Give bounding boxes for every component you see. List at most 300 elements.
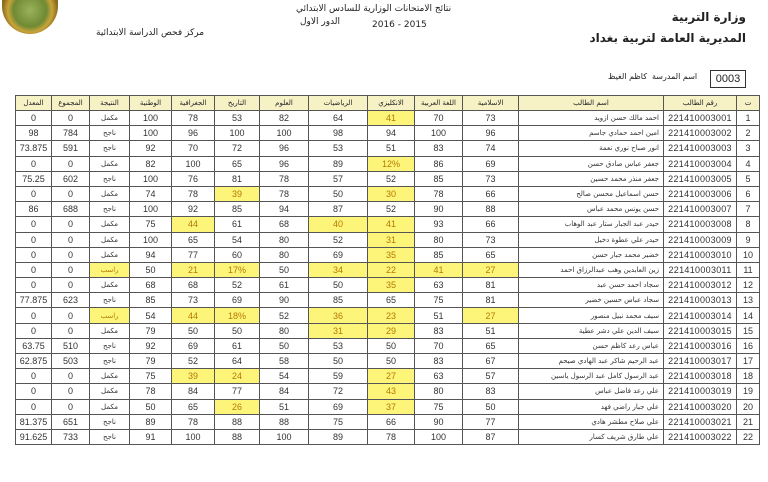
col-result-cell: مكمل	[90, 384, 130, 399]
col-average-cell: 77.875	[16, 293, 52, 308]
col-number-cell: 4	[737, 156, 760, 171]
table-row	[16, 126, 760, 141]
col-geography-cell: 52	[172, 354, 215, 369]
col-history-cell: 77	[215, 384, 260, 399]
school-code: 0003	[710, 70, 746, 88]
col-geography-cell: 69	[172, 338, 215, 353]
col-islamic-cell: 66	[463, 186, 519, 201]
col-history-cell: 26	[215, 399, 260, 414]
col-math-cell: 50	[309, 186, 368, 201]
col-science-cell: 90	[260, 293, 309, 308]
col-science-cell: 50	[260, 338, 309, 353]
col-number-cell: 1	[737, 111, 760, 126]
col-student-id-cell: 221410003008	[664, 217, 737, 232]
col-math-cell: 53	[309, 338, 368, 353]
col-national-cell: 82	[130, 156, 172, 171]
col-total-cell: 0	[52, 111, 90, 126]
col-national-cell: 100	[130, 232, 172, 247]
col-arabic-cell: 100	[415, 126, 463, 141]
col-student-name-cell: سيف محمد نبيل منصور	[519, 308, 664, 323]
col-result-cell: ناجح	[90, 141, 130, 156]
col-student-id-cell: 221410003018	[664, 369, 737, 384]
col-history-cell: 61	[215, 217, 260, 232]
col-english-cell: 22	[368, 262, 415, 277]
col-result-cell: مكمل	[90, 247, 130, 262]
col-number-cell: 2	[737, 126, 760, 141]
col-math-cell: 85	[309, 293, 368, 308]
col-history-cell: 17%	[215, 262, 260, 277]
col-total-cell: 623	[52, 293, 90, 308]
table-row	[16, 338, 760, 353]
col-math-cell: 64	[309, 111, 368, 126]
col-arabic-cell: 78	[415, 186, 463, 201]
col-number-cell: 14	[737, 308, 760, 323]
col-english-cell: 41	[368, 111, 415, 126]
col-average-cell: 0	[16, 278, 52, 293]
col-national-cell: 100	[130, 202, 172, 217]
col-number-cell: 15	[737, 323, 760, 338]
col-average-cell: 0	[16, 308, 52, 323]
col-student-id-cell: 221410003006	[664, 186, 737, 201]
col-average-cell: 0	[16, 262, 52, 277]
col-english-cell: 52	[368, 171, 415, 186]
col-science-cell: 50	[260, 262, 309, 277]
col-islamic-cell: 65	[463, 338, 519, 353]
col-islamic-cell: 81	[463, 293, 519, 308]
col-national-cell: 94	[130, 247, 172, 262]
col-geography-cell: 78	[172, 111, 215, 126]
col-total-cell: 602	[52, 171, 90, 186]
col-student-name-cell: احمد مالك حسن ازويد	[519, 111, 664, 126]
col-science-cell: 78	[260, 186, 309, 201]
col-history-cell: 54	[215, 232, 260, 247]
col-geography-cell: 100	[172, 156, 215, 171]
col-arabic-cell: 63	[415, 369, 463, 384]
table-row	[16, 262, 760, 277]
col-arabic-cell: 90	[415, 202, 463, 217]
ministry-logo	[2, 0, 58, 34]
col-average-cell: 0	[16, 186, 52, 201]
table-row	[16, 247, 760, 262]
col-science-cell: 68	[260, 217, 309, 232]
col-geography-cell: 65	[172, 399, 215, 414]
col-total-cell: 0	[52, 399, 90, 414]
col-science-cell: 58	[260, 354, 309, 369]
col-geography-cell: 21	[172, 262, 215, 277]
col-national-cell: 79	[130, 354, 172, 369]
col-science-cell: 88	[260, 414, 309, 429]
col-total-cell: 733	[52, 429, 90, 444]
col-result-cell: ناجح	[90, 414, 130, 429]
col-islamic-header: الاسلامية	[463, 96, 519, 111]
col-geography-cell: 73	[172, 293, 215, 308]
col-total-cell: 0	[52, 156, 90, 171]
col-number-cell: 9	[737, 232, 760, 247]
col-result-cell: ناجح	[90, 429, 130, 444]
col-number-cell: 6	[737, 186, 760, 201]
col-student-name-cell: علي رعد فاضل عباس	[519, 384, 664, 399]
col-student-id-cell: 221410003014	[664, 308, 737, 323]
col-total-cell: 0	[52, 232, 90, 247]
col-islamic-cell: 69	[463, 156, 519, 171]
col-average-cell: 0	[16, 247, 52, 262]
table-row	[16, 278, 760, 293]
col-student-name-cell: علي طارق شريف كسار	[519, 429, 664, 444]
col-average-cell: 0	[16, 369, 52, 384]
col-arabic-cell: 100	[415, 429, 463, 444]
table-row	[16, 384, 760, 399]
col-islamic-cell: 50	[463, 399, 519, 414]
col-total-cell: 0	[52, 247, 90, 262]
col-science-cell: 80	[260, 247, 309, 262]
col-history-cell: 53	[215, 111, 260, 126]
col-arabic-header: اللغة العربية	[415, 96, 463, 111]
col-number-cell: 12	[737, 278, 760, 293]
col-arabic-cell: 63	[415, 278, 463, 293]
col-average-cell: 0	[16, 323, 52, 338]
col-history-cell: 100	[215, 126, 260, 141]
col-english-cell: 66	[368, 414, 415, 429]
col-average-cell: 98	[16, 126, 52, 141]
col-result-cell: ناجح	[90, 171, 130, 186]
col-islamic-cell: 27	[463, 308, 519, 323]
col-islamic-cell: 96	[463, 126, 519, 141]
col-math-cell: 69	[309, 247, 368, 262]
col-geography-cell: 78	[172, 414, 215, 429]
school-label: اسم المدرسة	[652, 72, 698, 81]
col-result-cell: مكمل	[90, 156, 130, 171]
ministry-name: وزارة التربية	[671, 10, 746, 24]
col-geography-cell: 50	[172, 323, 215, 338]
col-islamic-cell: 77	[463, 414, 519, 429]
col-english-cell: 35	[368, 278, 415, 293]
col-average-cell: 63.75	[16, 338, 52, 353]
col-student-name-cell: زين العابدين وهب عبدالرزاق احمد	[519, 262, 664, 277]
col-number-header: ت	[737, 96, 760, 111]
col-history-cell: 72	[215, 141, 260, 156]
col-science-cell: 54	[260, 369, 309, 384]
col-student-id-cell: 221410003002	[664, 126, 737, 141]
col-result-cell: راسب	[90, 308, 130, 323]
col-average-header: المعدل	[16, 96, 52, 111]
col-science-cell: 84	[260, 384, 309, 399]
col-average-cell: 75.25	[16, 171, 52, 186]
col-english-cell: 51	[368, 141, 415, 156]
col-geography-cell: 39	[172, 369, 215, 384]
col-geography-cell: 70	[172, 141, 215, 156]
col-math-cell: 36	[309, 308, 368, 323]
col-history-cell: 61	[215, 338, 260, 353]
col-student-id-cell: 221410003003	[664, 141, 737, 156]
col-history-cell: 88	[215, 414, 260, 429]
results-table	[15, 95, 760, 445]
col-result-header: النتيجة	[90, 96, 130, 111]
col-student-name-cell: جعفر منذر محمد حسين	[519, 171, 664, 186]
col-student-id-cell: 221410003007	[664, 202, 737, 217]
col-english-cell: 30	[368, 186, 415, 201]
col-total-cell: 503	[52, 354, 90, 369]
col-science-cell: 100	[260, 126, 309, 141]
col-english-cell: 50	[368, 338, 415, 353]
col-number-cell: 3	[737, 141, 760, 156]
col-student-id-cell: 221410003021	[664, 414, 737, 429]
col-islamic-cell: 27	[463, 262, 519, 277]
col-math-cell: 52	[309, 232, 368, 247]
col-student-id-cell: 221410003020	[664, 399, 737, 414]
col-student-id-header: رقم الطالب	[664, 96, 737, 111]
col-history-cell: 85	[215, 202, 260, 217]
col-average-cell: 62.875	[16, 354, 52, 369]
exam-center: مركز فحص الدراسة الابتدائية	[96, 28, 205, 38]
col-geography-cell: 76	[172, 171, 215, 186]
col-geography-cell: 84	[172, 384, 215, 399]
col-history-cell: 64	[215, 354, 260, 369]
col-national-cell: 91	[130, 429, 172, 444]
col-geography-cell: 77	[172, 247, 215, 262]
col-arabic-cell: 51	[415, 308, 463, 323]
col-geography-cell: 44	[172, 217, 215, 232]
col-total-cell: 0	[52, 186, 90, 201]
col-national-cell: 100	[130, 171, 172, 186]
col-science-cell: 52	[260, 308, 309, 323]
col-math-cell: 87	[309, 202, 368, 217]
col-geography-cell: 100	[172, 429, 215, 444]
col-average-cell: 81.375	[16, 414, 52, 429]
col-english-header: الانكليزي	[368, 96, 415, 111]
col-number-cell: 10	[737, 247, 760, 262]
col-student-name-cell: علي صلاح مطشر هادي	[519, 414, 664, 429]
col-student-name-cell: حيدر عبد الجبار ستار عبد الوهاب	[519, 217, 664, 232]
col-islamic-cell: 67	[463, 354, 519, 369]
col-number-cell: 22	[737, 429, 760, 444]
col-result-cell: ناجح	[90, 202, 130, 217]
table-row	[16, 171, 760, 186]
col-islamic-cell: 87	[463, 429, 519, 444]
col-student-id-cell: 221410003005	[664, 171, 737, 186]
col-math-cell: 69	[309, 399, 368, 414]
school-name: كاظم الغيظ	[608, 72, 648, 81]
col-science-cell: 96	[260, 156, 309, 171]
col-arabic-cell: 90	[415, 414, 463, 429]
col-national-cell: 92	[130, 338, 172, 353]
col-number-cell: 20	[737, 399, 760, 414]
col-math-cell: 98	[309, 126, 368, 141]
col-total-cell: 591	[52, 141, 90, 156]
col-student-id-cell: 221410003004	[664, 156, 737, 171]
col-student-name-cell: امين احمد حمادي جاسم	[519, 126, 664, 141]
col-student-name-cell: حيدر علي عطوة دخيل	[519, 232, 664, 247]
col-national-cell: 75	[130, 369, 172, 384]
table-row	[16, 186, 760, 201]
col-national-cell: 68	[130, 278, 172, 293]
col-student-name-cell: عبد الرسول كامل عبد الرسول ياسين	[519, 369, 664, 384]
col-student-id-cell: 221410003001	[664, 111, 737, 126]
col-english-cell: 35	[368, 247, 415, 262]
col-total-cell: 0	[52, 369, 90, 384]
col-history-cell: 65	[215, 156, 260, 171]
table-row	[16, 399, 760, 414]
col-islamic-cell: 73	[463, 111, 519, 126]
col-science-cell: 82	[260, 111, 309, 126]
col-national-cell: 78	[130, 384, 172, 399]
col-arabic-cell: 80	[415, 232, 463, 247]
col-math-cell: 50	[309, 278, 368, 293]
col-national-cell: 79	[130, 323, 172, 338]
col-result-cell: مكمل	[90, 399, 130, 414]
col-student-id-cell: 221410003019	[664, 384, 737, 399]
col-total-cell: 0	[52, 384, 90, 399]
col-science-header: العلوم	[260, 96, 309, 111]
col-english-cell: 50	[368, 354, 415, 369]
col-islamic-cell: 81	[463, 278, 519, 293]
table-row	[16, 217, 760, 232]
col-total-cell: 688	[52, 202, 90, 217]
col-english-cell: 94	[368, 126, 415, 141]
col-english-cell: 27	[368, 369, 415, 384]
col-history-cell: 60	[215, 247, 260, 262]
col-average-cell: 0	[16, 156, 52, 171]
col-national-cell: 89	[130, 414, 172, 429]
report-title: نتائج الامتحانات الوزارية للسادس الابتدائي	[296, 4, 452, 14]
col-science-cell: 96	[260, 141, 309, 156]
col-student-id-cell: 221410003009	[664, 232, 737, 247]
col-math-cell: 50	[309, 354, 368, 369]
col-total-cell: 510	[52, 338, 90, 353]
col-math-cell: 57	[309, 171, 368, 186]
col-geography-header: الجغرافية	[172, 96, 215, 111]
col-history-cell: 88	[215, 429, 260, 444]
col-math-cell: 59	[309, 369, 368, 384]
col-average-cell: 0	[16, 111, 52, 126]
col-result-cell: راسب	[90, 262, 130, 277]
col-student-id-cell: 221410003013	[664, 293, 737, 308]
col-geography-cell: 68	[172, 278, 215, 293]
academic-year: 2016 - 2015	[372, 20, 427, 30]
col-student-name-cell: انور صباح نوري نعمة	[519, 141, 664, 156]
col-number-cell: 11	[737, 262, 760, 277]
col-math-cell: 40	[309, 217, 368, 232]
col-result-cell: مكمل	[90, 217, 130, 232]
col-arabic-cell: 80	[415, 384, 463, 399]
table-row	[16, 141, 760, 156]
col-arabic-cell: 75	[415, 293, 463, 308]
col-total-cell: 0	[52, 323, 90, 338]
col-student-id-cell: 221410003011	[664, 262, 737, 277]
col-math-cell: 75	[309, 414, 368, 429]
table-row	[16, 156, 760, 171]
col-national-cell: 100	[130, 111, 172, 126]
col-science-cell: 61	[260, 278, 309, 293]
col-average-cell: 73.875	[16, 141, 52, 156]
col-islamic-cell: 51	[463, 323, 519, 338]
col-total-cell: 0	[52, 308, 90, 323]
col-result-cell: مكمل	[90, 111, 130, 126]
col-result-cell: مكمل	[90, 186, 130, 201]
col-national-cell: 85	[130, 293, 172, 308]
col-number-cell: 16	[737, 338, 760, 353]
col-math-cell: 72	[309, 384, 368, 399]
col-geography-cell: 96	[172, 126, 215, 141]
col-national-cell: 75	[130, 217, 172, 232]
col-english-cell: 37	[368, 399, 415, 414]
col-number-cell: 21	[737, 414, 760, 429]
col-total-cell: 651	[52, 414, 90, 429]
col-english-cell: 29	[368, 323, 415, 338]
col-islamic-cell: 83	[463, 384, 519, 399]
col-islamic-cell: 73	[463, 171, 519, 186]
col-english-cell: 52	[368, 202, 415, 217]
col-student-id-cell: 221410003015	[664, 323, 737, 338]
col-total-header: المجموع	[52, 96, 90, 111]
col-result-cell: مكمل	[90, 369, 130, 384]
col-average-cell: 91.625	[16, 429, 52, 444]
col-student-name-cell: خضير محمد جبار حسن	[519, 247, 664, 262]
col-geography-cell: 78	[172, 186, 215, 201]
col-islamic-cell: 57	[463, 369, 519, 384]
col-science-cell: 78	[260, 171, 309, 186]
col-student-id-cell: 221410003012	[664, 278, 737, 293]
col-student-name-cell: حسن يونس محمد عباس	[519, 202, 664, 217]
col-arabic-cell: 83	[415, 354, 463, 369]
col-national-cell: 50	[130, 262, 172, 277]
col-science-cell: 94	[260, 202, 309, 217]
col-english-cell: 12%	[368, 156, 415, 171]
col-number-cell: 8	[737, 217, 760, 232]
col-math-cell: 53	[309, 141, 368, 156]
col-math-cell: 89	[309, 156, 368, 171]
col-arabic-cell: 83	[415, 323, 463, 338]
col-national-cell: 92	[130, 141, 172, 156]
col-islamic-cell: 73	[463, 232, 519, 247]
col-arabic-cell: 93	[415, 217, 463, 232]
table-row	[16, 323, 760, 338]
col-student-name-header: اسم الطالب	[519, 96, 664, 111]
col-english-cell: 23	[368, 308, 415, 323]
col-average-cell: 0	[16, 217, 52, 232]
table-row	[16, 414, 760, 429]
table-header	[16, 96, 760, 111]
col-student-id-cell: 221410003017	[664, 354, 737, 369]
table-row	[16, 354, 760, 369]
col-arabic-cell: 83	[415, 141, 463, 156]
col-number-cell: 7	[737, 202, 760, 217]
col-result-cell: مكمل	[90, 323, 130, 338]
col-student-name-cell: جعفر عباس صادق حسن	[519, 156, 664, 171]
table-row	[16, 202, 760, 217]
col-result-cell: مكمل	[90, 278, 130, 293]
col-history-header: التاريخ	[215, 96, 260, 111]
col-science-cell: 80	[260, 323, 309, 338]
col-geography-cell: 65	[172, 232, 215, 247]
col-average-cell: 86	[16, 202, 52, 217]
col-arabic-cell: 70	[415, 338, 463, 353]
col-average-cell: 0	[16, 232, 52, 247]
col-islamic-cell: 74	[463, 141, 519, 156]
col-national-cell: 54	[130, 308, 172, 323]
col-result-cell: مكمل	[90, 232, 130, 247]
table-row	[16, 308, 760, 323]
exam-round: الدور الاول	[300, 17, 341, 27]
col-result-cell: ناجح	[90, 293, 130, 308]
col-history-cell: 50	[215, 323, 260, 338]
col-islamic-cell: 88	[463, 202, 519, 217]
col-national-cell: 50	[130, 399, 172, 414]
col-student-name-cell: سيف الدين علي دشر عطية	[519, 323, 664, 338]
col-math-cell: 34	[309, 262, 368, 277]
col-student-name-cell: علي جبار راضي فهد	[519, 399, 664, 414]
col-total-cell: 0	[52, 217, 90, 232]
col-history-cell: 69	[215, 293, 260, 308]
